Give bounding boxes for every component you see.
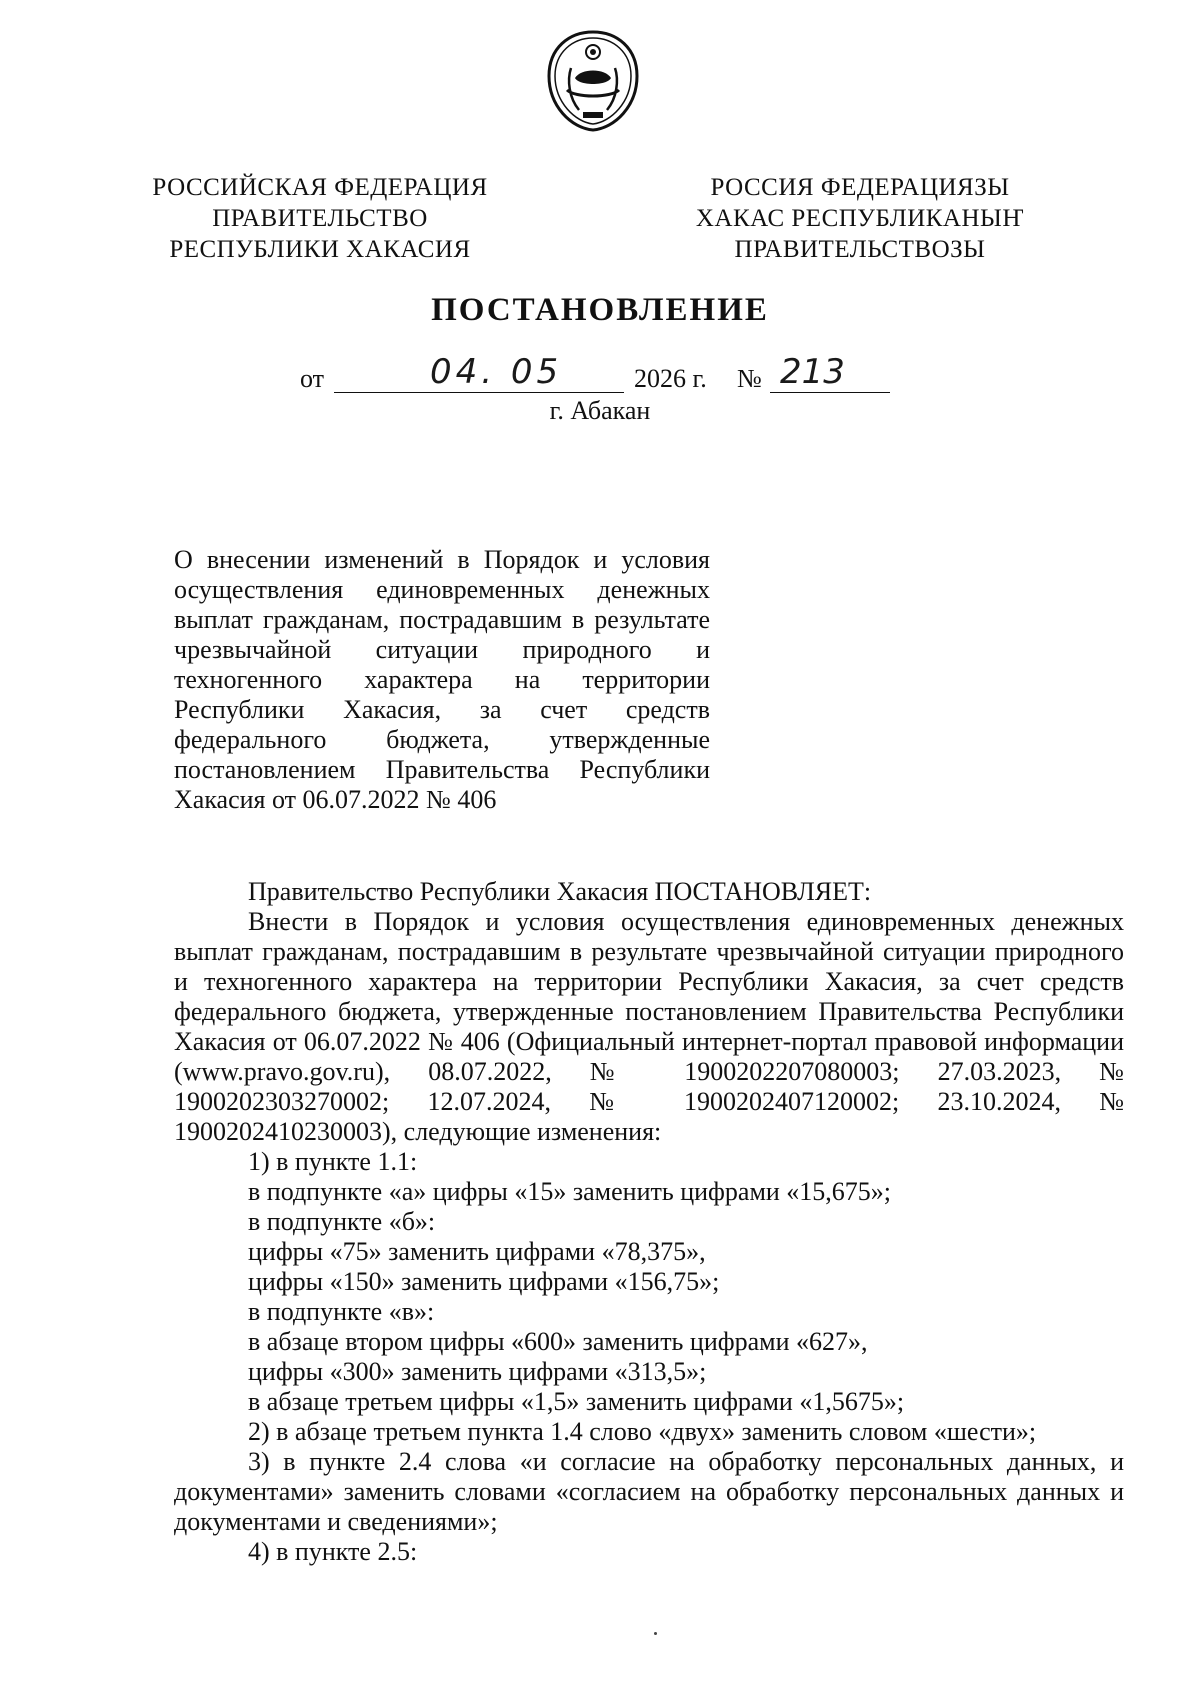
handwritten-date: 04. 05 <box>430 352 563 392</box>
amendment-item: цифры «150» заменить цифрами «156,75»; <box>248 1267 720 1296</box>
date-prefix: от <box>300 364 325 393</box>
amendment-item: 1) в пункте 1.1: <box>248 1147 418 1176</box>
handwritten-number: 213 <box>780 352 845 392</box>
document-title: ПОСТАНОВЛЕНИЕ <box>431 292 769 328</box>
amendment-item: цифры «75» заменить цифрами «78,375», <box>248 1237 706 1266</box>
header-left-russian <box>150 172 490 265</box>
subject-last-line: Хакасия от 06.07.2022 № 406 <box>174 785 497 814</box>
amendment-item: в абзаце втором цифры «600» заменить цифрами «627», <box>248 1327 868 1356</box>
header-left-line: ПРАВИТЕЛЬСТВО <box>212 205 428 232</box>
number-sign: № <box>737 364 762 393</box>
preamble-paragraph: Правительство Республики Хакасия ПОСТАНОВЛЯЕТ: <box>248 877 872 906</box>
header-right-line: ХАКАС РЕСПУБЛИКАНЫҤ <box>695 205 1025 232</box>
document-subject <box>174 545 710 815</box>
amendment-item-3: 3) в пункте 2.4 слова «и согласие на обработку персональных данных, и документами» заменить словами «согласием на обработку персональных данных и документами и сведениями»; <box>174 1447 1124 1536</box>
date-underline <box>334 392 624 393</box>
header-left-line: РОССИЙСКАЯ ФЕДЕРАЦИЯ <box>152 174 488 201</box>
amendment-item: в подпункте «б»: <box>248 1207 436 1236</box>
amendment-item: цифры «300» заменить цифрами «313,5»; <box>248 1357 707 1386</box>
year-label: 2026 г. <box>634 364 707 393</box>
header-right-khakas <box>690 172 1030 265</box>
header-left-line: РЕСПУБЛИКИ ХАКАСИЯ <box>169 236 471 263</box>
amendment-item: в абзаце третьем цифры «1,5» заменить цифрами «1,5675»; <box>248 1387 905 1416</box>
scan-speck <box>654 1632 657 1635</box>
amendment-item-4: 4) в пункте 2.5: <box>248 1537 418 1566</box>
header-right-line: РОССИЯ ФЕДЕРАЦИЯЗЫ <box>710 174 1010 201</box>
document-body <box>174 877 1124 1567</box>
amendment-item: в подпункте «в»: <box>248 1297 435 1326</box>
header-right-line: ПРАВИТЕЛЬСТВОЗЫ <box>734 236 986 263</box>
number-underline <box>770 392 890 393</box>
city-line: г. Абакан <box>549 396 651 425</box>
amendment-item: 2) в абзаце третьем пункта 1.4 слово «двух» заменить словом «шести»; <box>248 1417 1037 1446</box>
main-paragraph: Внести в Порядок и условия осуществления единовременных денежных выплат гражданам, пострадавшим в результате чрезвычайной ситуации природного и техногенного характера на территории Республики Хакасия, за счет средств федерального бюджета, утвержденные постановлением Правительства Республики Хакасия от 06.07.2022 № 406 (Официальный интернет-портал правовой информации (www.pravo.gov.ru), 08.07.2022, № 1900202207080003; 27.03.2023, № 1900202303270002; 12.07.2024, № 1900202407120002; 23.10.2024, № 1900202410230003), следующие изменения: <box>174 907 1124 1146</box>
amendment-item: в подпункте «а» цифры «15» заменить цифрами «15,675»; <box>248 1177 892 1206</box>
coat-of-arms-emblem <box>545 28 641 134</box>
date-number-line <box>300 352 920 398</box>
subject-text: О внесении изменений в Порядок и условия осуществления единовременных денежных выплат гражданам, пострадавшим в результате чрезвычайной ситуации природного и техногенного характера на территории Республики Хакасия, за счет средств федерального бюджета, утвержденные постановлением Правительства Республики <box>174 545 710 784</box>
